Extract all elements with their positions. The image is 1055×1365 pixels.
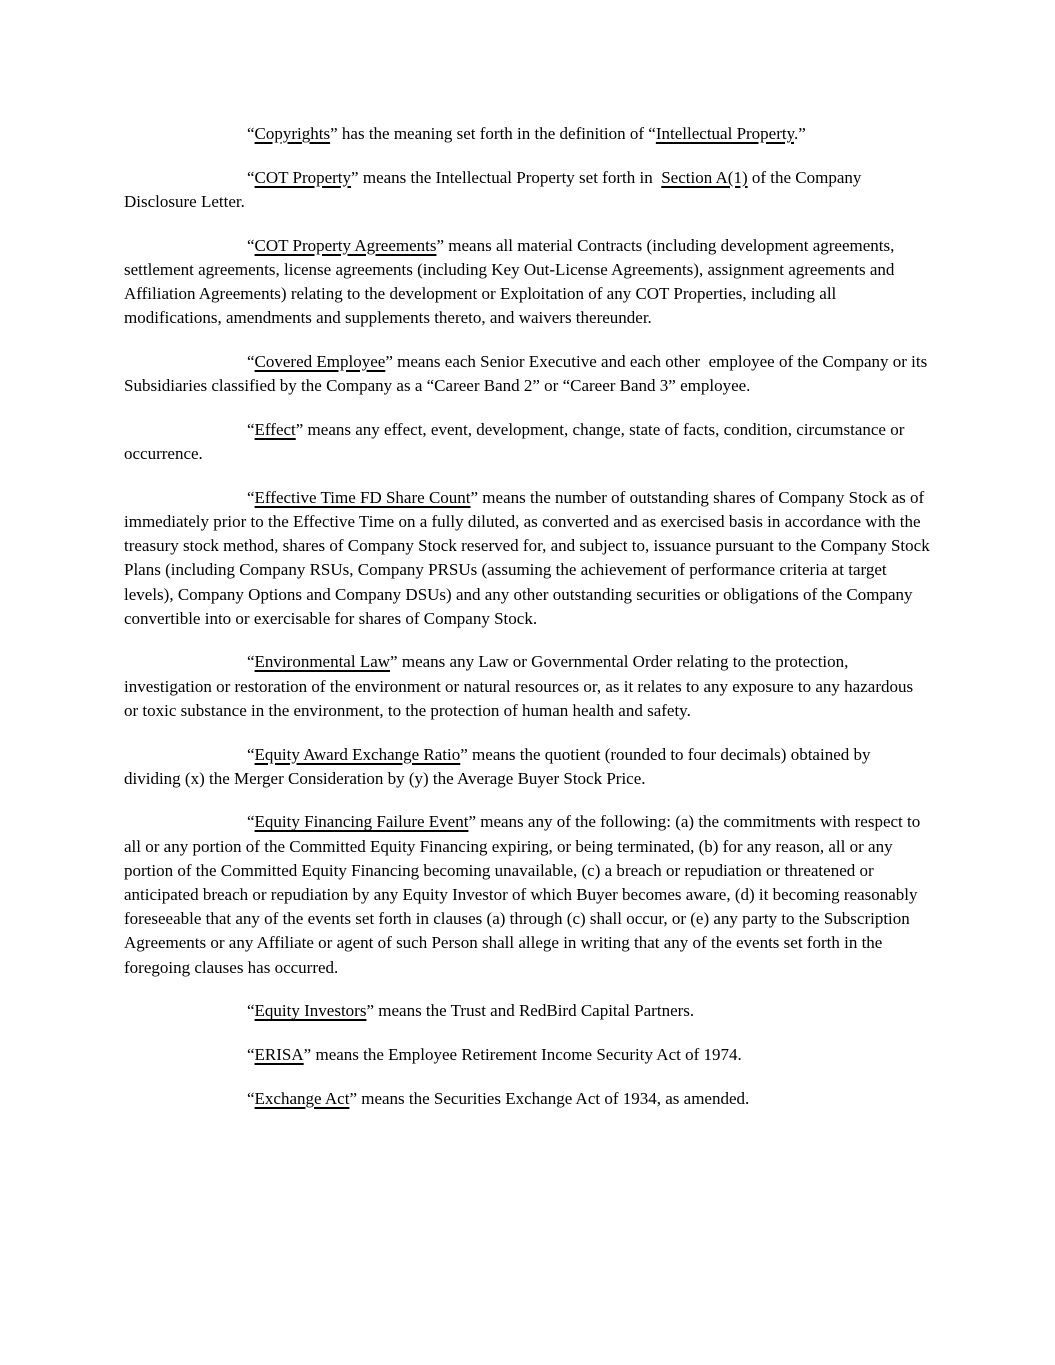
text-run: “ (247, 1045, 255, 1065)
paragraph (124, 1043, 931, 1067)
text-run: ” has the meaning set forth in the definition of “ (330, 124, 656, 143)
text-run: “ (247, 744, 255, 764)
text-run: ” means any Law or Governmental Order relating to the protection, investigation or restoration of the environment or natural resources or, as it relates to any exposure to any hazardous or toxic substance in the environment, to the protection of human health and safety. (124, 652, 918, 720)
paragraph (124, 418, 931, 466)
defined-term: Section A(1) (661, 167, 748, 187)
paragraph (124, 743, 931, 791)
paragraph (124, 350, 931, 398)
defined-term: Equity Financing Failure Event (254, 812, 469, 832)
defined-term: COT Property Agreements (254, 235, 437, 255)
defined-term: Exchange Act (254, 1088, 350, 1108)
text-run: ” means the Intellectual Property set forth in (351, 167, 662, 187)
text-run: “ (247, 487, 255, 507)
text-run: ” means the number of outstanding shares of Company Stock as of immediately prior to the Effective Time on a fully diluted, as converted and as exercised basis in accordance with the treasury stock method, shares of Company Stock reserved for, and subject to, issuance pursuant to the Company Stock Plans (including Company RSUs, Company PRSUs (assuming the achievement of performance criteria at target levels), Company Options and Company DSUs) and any other outstanding securities or obligations of the Company convertible into or exercisable for shares of Company Stock. (124, 487, 934, 628)
defined-term: Intellectual Property (655, 124, 795, 143)
text-run: “ (247, 235, 255, 255)
text-run: ” means each Senior Executive and each other employee of the Company or its Subsidiaries classified by the Company as a “Career Band 2” or “Career Band 3” employee. (124, 351, 932, 396)
defined-term: Copyrights (254, 124, 331, 143)
text-run: ” means the Employee Retirement Income Security Act of 1974. (303, 1045, 742, 1065)
paragraph (124, 122, 931, 146)
defined-term: COT Property (254, 167, 352, 187)
text-run: “ (247, 652, 255, 672)
defined-term: Equity Award Exchange Ratio (254, 744, 461, 764)
text-run: “ (247, 351, 255, 371)
defined-term: Covered Employee (254, 351, 386, 371)
text-run: ” means the Securities Exchange Act of 1934, as amended. (349, 1088, 750, 1108)
paragraph (124, 1087, 931, 1111)
text-run: “ (247, 419, 255, 439)
text-run: ” means any of the following: (a) the commitments with respect to all or any portion of the Committed Equity Financing expiring, or being terminated, (b) for any reason, all or any portion of the Committed Equity Financing becoming unavailable, (c) a breach or repudiation or threatened or anticipated breach or repudiation by any Equity Investor of which Buyer becomes aware, (d) it becoming reasonably foreseeable that any of the events set forth in clauses (a) through (c) shall occur, or (e) any party to the Subscription Agreements or any Affiliate or agent of such Person shall allege in writing that any of the events set forth in the foregoing clauses has occurred. (124, 812, 925, 977)
text-run: ” means the quotient (rounded to four decimals) obtained by dividing (x) the Merger Consideration by (y) the Average Buyer Stock Price. (124, 744, 875, 788)
paragraph (124, 166, 931, 214)
paragraph (124, 486, 934, 631)
paragraph (124, 650, 931, 723)
text-run: “ (247, 1088, 255, 1108)
text-run: ” means all material Contracts (including development agreements, settlement agreements, license agreements (including Key Out-License Agreements), assignment agreements and Affiliation Agreements) relating to the development or Exploitation of any COT Properties, including all modifications, amendments and supplements thereto, and waivers thereunder. (124, 235, 899, 328)
paragraph (124, 234, 931, 331)
paragraph (124, 999, 931, 1023)
defined-term: Environmental Law (254, 652, 391, 672)
text-run: “ (247, 812, 255, 832)
defined-term: Equity Investors (254, 1001, 367, 1021)
text-run: “ (247, 167, 255, 187)
text-run: ” means the Trust and RedBird Capital Partners. (366, 1001, 695, 1021)
paragraph (124, 810, 931, 979)
text-run: “ (247, 124, 255, 143)
defined-term: ERISA (254, 1045, 304, 1065)
text-run: “ (247, 1001, 255, 1021)
text-run: ” means any effect, event, development, change, state of facts, condition, circumstance or occurrence. (124, 419, 909, 464)
text-run: .” (794, 124, 806, 143)
defined-term: Effective Time FD Share Count (254, 487, 471, 507)
text-run: of the Company Disclosure Letter. (124, 167, 866, 211)
defined-term: Effect (254, 419, 296, 439)
